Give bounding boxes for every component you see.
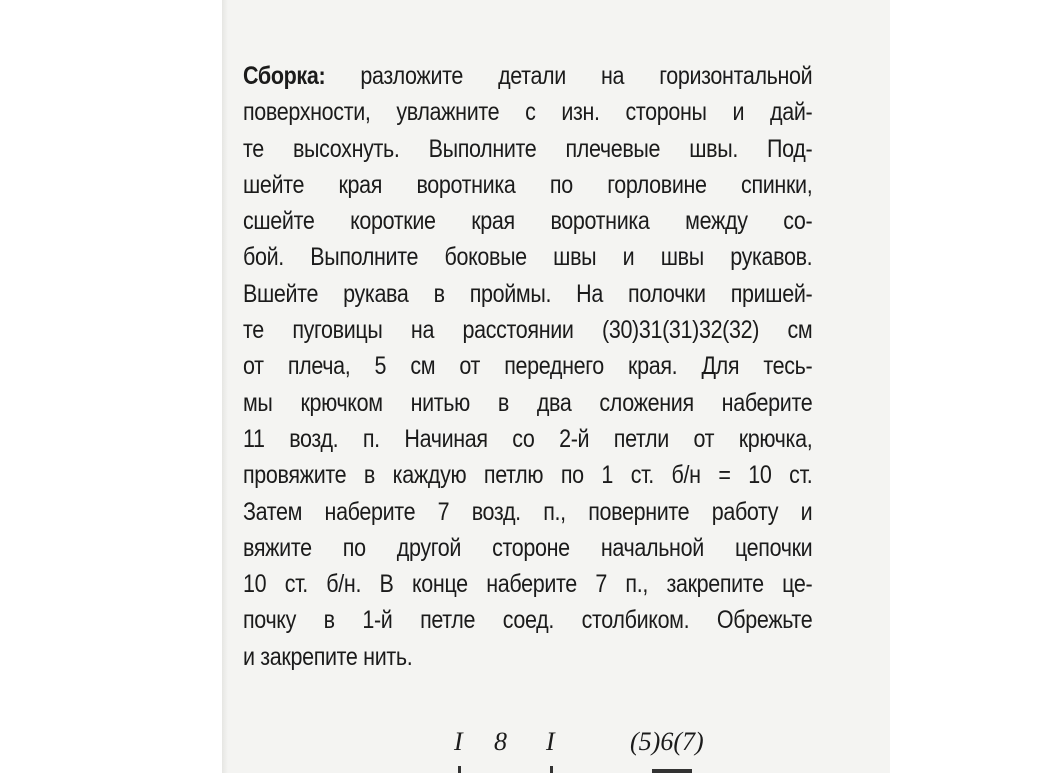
text-line: Затем наберите 7 возд. п., поверните работу и <box>243 497 813 526</box>
text-line: провяжите в каждую петлю по 1 ст. б/н = 10 ст. <box>243 461 813 490</box>
text-line: Сборка: разложите детали на горизонтальной <box>243 62 813 90</box>
text-line: вяжите по другой стороне начальной цепочки <box>243 533 813 562</box>
text-line: Вшейте рукава в проймы. На полочки пришей- <box>243 279 813 308</box>
text-line: те высохнуть. Выполните плечевые швы. Под- <box>243 134 813 163</box>
size-table-row <box>440 727 760 761</box>
text-line: сшейте короткие края воротника между со- <box>243 207 813 236</box>
table-divider: I <box>546 727 555 756</box>
text-line: поверхности, увлажните с изн. стороны и дай- <box>243 98 813 127</box>
section-heading: Сборка: <box>243 62 326 90</box>
text-line: бой. Выполните боковые швы и швы рукавов. <box>243 243 813 272</box>
size-number: 8 <box>494 727 507 756</box>
text-line: шейте края воротника по горловине спинки, <box>243 170 813 199</box>
table-divider: I <box>454 727 463 756</box>
cropped-glyph <box>550 766 553 773</box>
text-line: от плеча, 5 см от переднего края. Для тесь- <box>243 352 813 381</box>
text-line: почку в 1-й петле соед. столбиком. Обрежьте <box>243 606 813 635</box>
cropped-glyph <box>458 766 461 773</box>
text-line: 11 возд. п. Начиная со 2-й петли от крючка, <box>243 424 813 453</box>
assembly-instructions <box>243 58 813 675</box>
text-line: те пуговицы на расстоянии (30)31(31)32(32) см <box>243 316 813 345</box>
cropped-next-row <box>440 762 760 773</box>
cropped-glyph <box>652 769 692 773</box>
text-line: мы крючком нитью в два сложения наберите <box>243 388 813 417</box>
text-line: 10 ст. б/н. В конце наберите 7 п., закрепите це- <box>243 570 813 599</box>
text-line: и закрепите нить. <box>243 642 413 671</box>
size-values: (5)6(7) <box>630 727 704 756</box>
paper-edge <box>222 0 228 773</box>
